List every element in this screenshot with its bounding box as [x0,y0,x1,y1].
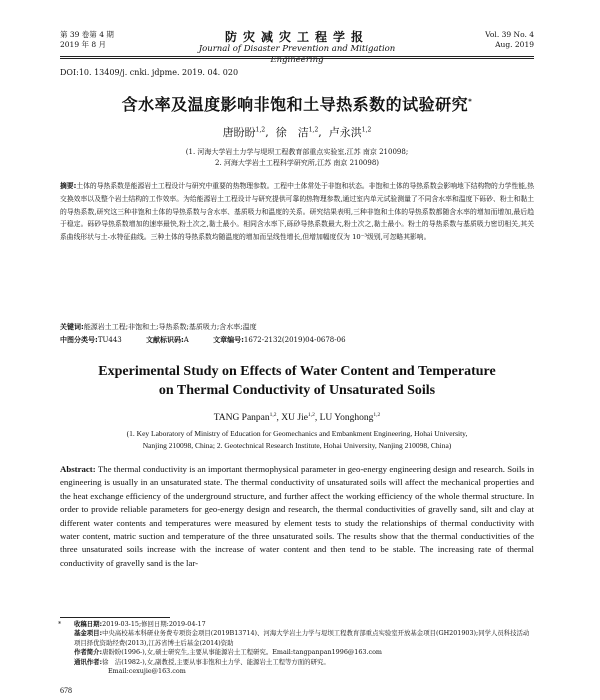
corresponding-value: 徐 洁(1982-),女,副教授,主要从事非饱和土力学、能源岩土工程等方面的研究。 [102,657,330,666]
cn-authors: 唐盼盼$^{1,2}$, 徐 洁$^{1,2}$, 卢永洪$^{1,2}$ [222,126,372,139]
en-title [60,362,534,400]
en-title-line-1: Experimental Study on Effects of Water Content and Temperature [98,364,496,379]
header-rule-top [60,56,534,57]
cn-classification [60,335,534,346]
cn-abstract-label: 摘要: [60,182,77,190]
en-author-name: LU Yonghong [319,413,374,424]
cn-affiliations [60,147,534,169]
page-number: 678 [60,686,72,695]
header-volume-en: Vol. 39 No. 4 [485,30,534,39]
footnote-rule [60,617,170,618]
corresponding-label: 通讯作者: [74,657,103,666]
cn-author-sup: 1,2 [255,126,266,134]
doi: DOI:10. 13409/j. cnki. jdpme. 2019. 04. 020 [60,68,239,77]
en-abstract-label: Abstract: [60,464,96,474]
header-right [485,30,534,50]
cn-title-mark: * [468,97,473,106]
doc-code-label: 文献标识码: [145,336,184,344]
cn-affiliation-2: 2. 河海大学岩土工程科学研究所,江苏 南京 210098) [214,159,380,167]
cn-keywords-text: 能源岩土工程;非饱和土;导热系数;基质吸力;含水率;温度 [83,323,257,331]
received-label: 收稿日期: [74,620,103,628]
cn-affiliation-1: (1. 河海大学岩土力学与堤坝工程教育部重点实验室,江苏 南京 210098; [185,148,409,156]
footnote [60,620,534,676]
en-author-name: XU Jie [281,413,308,424]
en-abstract [60,463,534,570]
en-affiliation-2: Nanjing 210098, China; 2. Geotechnical Research Institute, Hohai University, Nanjing 210098, China) [142,441,452,450]
en-affiliation-1: (1. Key Laboratory of Ministry of Education for Geomechanics and Embankment Engineering, Hohai University, [126,429,468,438]
header-date: 2019 年 8 月 [60,40,107,49]
corresponding-email: Email:cexujie@163.com [108,667,186,676]
en-abstract-text: The thermal conductivity is an important thermophysical parameter in geo-energy engineering design and research. Soils in engineering is usually in an unsaturated state. The thermal conductivity of unsaturated soils will affect the mechanical properties and the heat exchange efficiency of the underground structure, and further affect the working efficiency of the whole thermal structure. In order to provide reliable parameters for geo-energy design and research, the thermal conductivities of gravelly sand, silt and clay at different water contents and temperatures were measured by element tests to study the relationships of thermal conductivity with water content, matric suction and temperature of the three unsaturated soils. The results show that the thermal conductivities of the three unsaturated soils increase with the increase of water content and then tend to be stable. The increasing rate of thermal conductivity of gravelly sand is the lar- [60,464,534,568]
clc-value: TU443 [97,336,122,344]
article-no-label: 文章编号: [213,336,244,344]
en-author-sup: 1,2 [307,412,315,418]
author-bio-value: 唐盼盼(1996-),女,硕士研究生,主要从事能源岩土工程研究。Email:tangpanpan1996@163.com [102,648,382,657]
cn-author-name: 卢永洪 [328,126,362,139]
running-header [60,30,534,65]
cn-author-name: 唐盼盼 [222,126,256,139]
header-left [60,30,114,50]
cn-abstract [60,180,534,244]
en-author-sup: 1,2 [373,412,381,418]
journal-name-en: Journal of Disaster Prevention and Mitigation Engineering [198,44,396,65]
cn-author-sup: 1,2 [361,126,372,134]
cn-abstract-text: 土体的导热系数是能源岩土工程设计与研究中重要的热物理参数。工程中土体常处于非饱和状态。非饱和土体的导热系数会影响地下结构物的力学性能,热交换效率以及整个岩土结构的工作效率。为给能源岩土工程设计与研究提供可靠的热物理参数,通过室内单元试验测量了不同含水率和温度下砾砂、粉土和黏土的导热系数,研究这三种非饱和土体的导热系数与含水率、基质吸力和温度的关系。研究结果表明,三种非饱和土体的导热系数都随含水率的增加而增加,最后趋于稳定。砾砂导热系数增加的速率最快,粉土次之,黏土最小。相同含水率下,砾砂导热系数最大,粉土次之,黏土最小。粉土的导热系数与基质吸力密切相关,其关系曲线形状与土-水特征曲线。三种土体的导热系数均随温度的增加而呈线性增长,但增加幅度仅为 10⁻³级别,可忽略其影响。 [60,182,534,242]
fund-value: 中央高校基本科研业务费专项资金项目(2019B13714)、河海大学岩土力学与堤坝工程教育部重点实验室开放基金项目(GH201903);同学人员科技活动项目择优资助经费(2013),江苏省博士后基金(2014)资助 [74,629,530,647]
header-volume: 第 39 卷第 4 期 [60,30,114,39]
received-value: 2019-03-15;修回日期:2019-04-17 [102,620,206,628]
en-authors: TANG Panpan$^{1,2}$, XU Jie$^{1,2}$, LU Yonghong$^{1,2}$ [213,412,381,424]
header-rule-bottom [60,58,534,59]
cn-author-sup: 1,2 [308,126,319,134]
cn-author-name: 徐 洁 [275,126,309,139]
cn-keywords-label: 关键词: [60,323,84,331]
en-affiliations [60,428,534,452]
clc-label: 中图分类号: [60,336,98,344]
cn-title-text: 含水率及温度影响非饱和土导热系数的试验研究 [121,95,469,114]
author-bio-label: 作者简介: [74,648,103,657]
header-journal [180,30,414,66]
footnote-star: * [58,620,62,628]
cn-keywords [60,322,534,333]
fund-label: 基金项目: [74,629,103,638]
article-no-value: 1672-2132(2019)04-0678-06 [243,336,346,344]
doc-code-value: A [183,336,189,344]
en-author-name: TANG Panpan [213,413,270,424]
cn-title [60,92,534,115]
en-author-sup: 1,2 [269,412,277,418]
en-title-line-2: on Thermal Conductivity of Unsaturated Soils [158,383,436,398]
header-date-en: Aug. 2019 [495,40,534,49]
journal-name-cn: 防灾减灾工程学报 [224,30,369,44]
